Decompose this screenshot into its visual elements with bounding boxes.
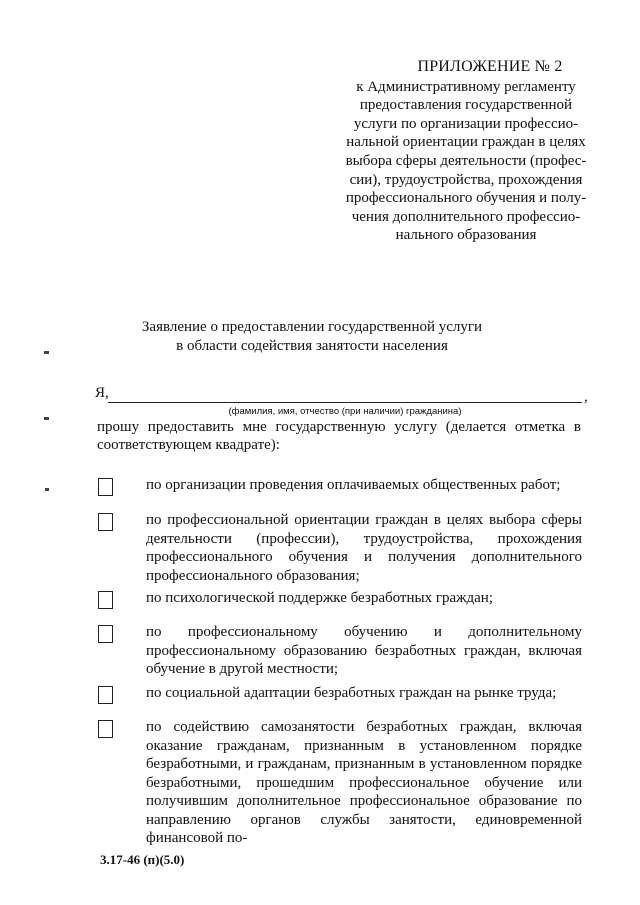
service-checkbox[interactable] <box>98 625 113 643</box>
applicant-name-field[interactable] <box>108 402 582 403</box>
service-text: по профессиональной ориентации граждан в целях выбора сферы деятельности (профессии), трудоустройства, прохождения профессионального обучения и получения дополнительного профессионального образования; <box>146 512 582 584</box>
service-text: по содействию самозанятости безработных граждан, включая оказание гражданам, признанным в установленном порядке безработными, и гражданам, признанным в установленном порядке безработными, прошедшим профессиональное обучение или получившим дополнительное профессиональное образование по направлению органов службы занятости, единовременной финансовой по- <box>146 719 582 846</box>
appendix-line: предоставления государственной <box>359 97 573 114</box>
appendix-line: нального образования <box>395 227 537 244</box>
scan-speck <box>45 488 49 491</box>
appendix-block <box>330 58 602 245</box>
appendix-line: чения дополнительного профессио- <box>351 208 581 225</box>
service-text: по социальной адаптации безработных граждан на рынке труда; <box>146 685 557 701</box>
request-text: прошу предоставить мне государственную услугу (делается отметка в соответствующем квадрате): <box>97 419 581 453</box>
service-text: по психологической поддержке безработных граждан; <box>146 590 493 606</box>
scan-speck <box>44 351 49 354</box>
applicant-name-caption: (фамилия, имя, отчество (при наличии) гражданина) <box>228 406 462 417</box>
title-line: Заявление о предоставлении государственной услуги <box>141 319 483 335</box>
appendix-line: сии), трудоустройства, прохождения <box>349 171 583 188</box>
appendix-heading: ПРИЛОЖЕНИЕ № 2 <box>417 58 563 75</box>
service-text: по профессиональному обучению и дополнительному профессиональному образованию безработных граждан, включая обучение в другой местности; <box>146 624 582 677</box>
appendix-line: услуги по организации профессио- <box>353 115 579 132</box>
document-code: 3.17-46 (п)(5.0) <box>100 852 185 867</box>
document-title <box>100 318 524 356</box>
scan-speck <box>44 417 49 420</box>
service-checkbox[interactable] <box>98 720 113 738</box>
appendix-line: к Административному регламенту <box>356 78 576 95</box>
appendix-line: нальной ориентации граждан в целях <box>346 134 586 151</box>
applicant-prefix: Я, <box>95 385 109 401</box>
service-text: по организации проведения оплачиваемых общественных работ; <box>146 477 561 493</box>
appendix-line: профессионального обучения и полу- <box>345 190 587 207</box>
appendix-line: выбора сферы деятельности (профес- <box>345 152 587 169</box>
service-checkbox[interactable] <box>98 686 113 704</box>
applicant-comma: , <box>584 389 588 405</box>
service-checkbox[interactable] <box>98 513 113 531</box>
service-checkbox[interactable] <box>98 478 113 496</box>
title-line: в области содействия занятости населения <box>176 338 448 354</box>
service-checkbox[interactable] <box>98 591 113 609</box>
